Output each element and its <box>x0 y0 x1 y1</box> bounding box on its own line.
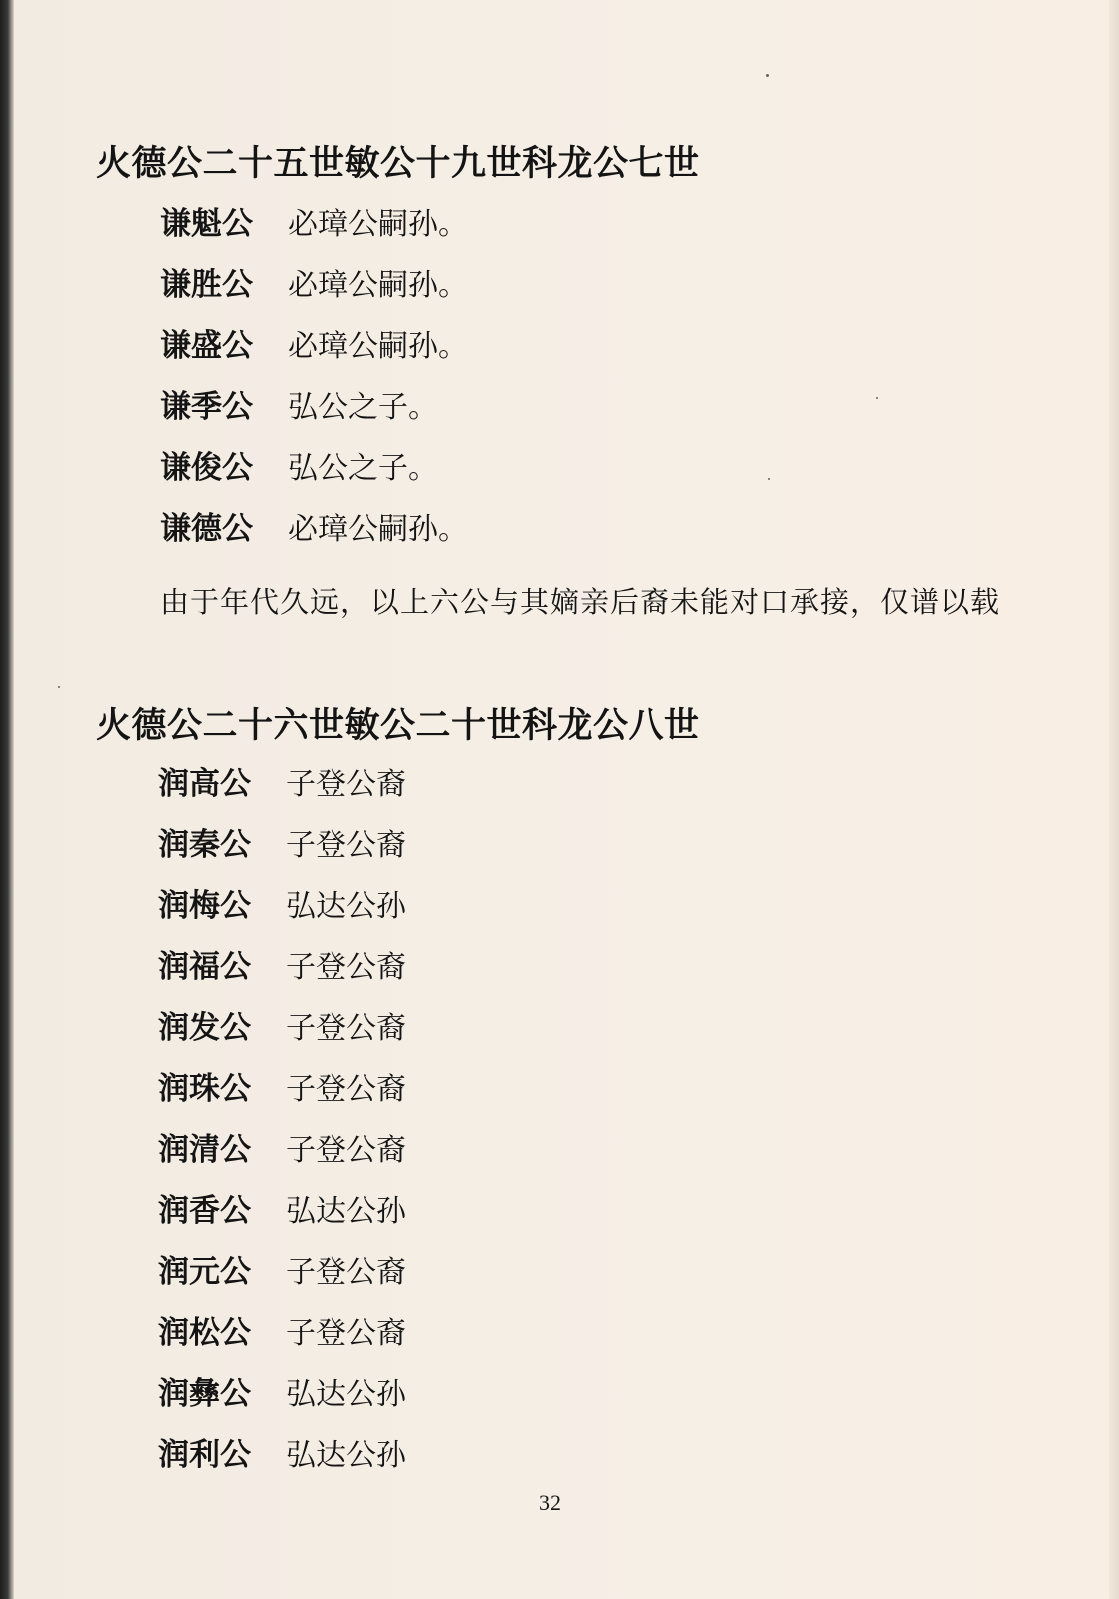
entry-name: 润清公 <box>158 1132 251 1168</box>
entry-note: 子登公裔 <box>286 828 406 863</box>
entry-name: 润元公 <box>158 1254 251 1290</box>
entry-note: 子登公裔 <box>286 1255 406 1290</box>
section-heading: 火德公二十六世敏公二十世科龙公八世 <box>96 706 700 746</box>
scan-speck <box>876 397 878 399</box>
entry-name: 谦胜公 <box>160 267 253 303</box>
entry-name: 润福公 <box>158 949 251 985</box>
entry-note: 子登公裔 <box>286 1316 406 1351</box>
scan-speck <box>58 686 60 688</box>
entry-note: 弘公之子。 <box>288 451 438 486</box>
scan-binding-edge <box>0 0 14 1599</box>
entry-note: 子登公裔 <box>286 1133 406 1168</box>
entry-note: 子登公裔 <box>286 950 406 985</box>
entry-name: 润彝公 <box>158 1376 251 1412</box>
entry-name: 润高公 <box>158 766 251 802</box>
entry-name: 润梅公 <box>158 888 251 924</box>
entry-note: 弘达公孙 <box>286 1377 406 1412</box>
entry-name: 谦俊公 <box>160 450 253 486</box>
entry-name: 谦盛公 <box>160 328 253 364</box>
entry-name: 谦魁公 <box>160 206 253 242</box>
entry-note: 必璋公嗣孙。 <box>288 207 468 242</box>
entry-name: 润秦公 <box>158 827 251 863</box>
entry-name: 润发公 <box>158 1010 251 1046</box>
entry-note: 必璋公嗣孙。 <box>288 268 468 303</box>
entry-name: 润松公 <box>158 1315 251 1351</box>
entry-note: 子登公裔 <box>286 1072 406 1107</box>
entry-note: 弘达公孙 <box>286 889 406 924</box>
scan-speck <box>768 478 770 480</box>
entry-name: 润珠公 <box>158 1071 251 1107</box>
entry-name: 润香公 <box>158 1193 251 1229</box>
entry-note: 子登公裔 <box>286 767 406 802</box>
scan-speck <box>766 74 769 77</box>
entry-note: 弘公之子。 <box>288 390 438 425</box>
scan-right-edge <box>1109 0 1119 1599</box>
entry-note: 必璋公嗣孙。 <box>288 512 468 547</box>
entry-name: 润利公 <box>158 1437 251 1473</box>
section-heading: 火德公二十五世敏公十九世科龙公七世 <box>96 144 700 184</box>
section-remark: 由于年代久远，以上六公与其嫡亲后裔未能对口承接，仅谱以载 <box>160 585 1001 619</box>
page-number: 32 <box>539 1490 561 1515</box>
entry-note: 必璋公嗣孙。 <box>288 329 468 364</box>
entry-note: 弘达公孙 <box>286 1194 406 1229</box>
entry-note: 子登公裔 <box>286 1011 406 1046</box>
entry-name: 谦德公 <box>160 511 253 547</box>
entry-note: 弘达公孙 <box>286 1438 406 1473</box>
entry-name: 谦季公 <box>160 389 253 425</box>
